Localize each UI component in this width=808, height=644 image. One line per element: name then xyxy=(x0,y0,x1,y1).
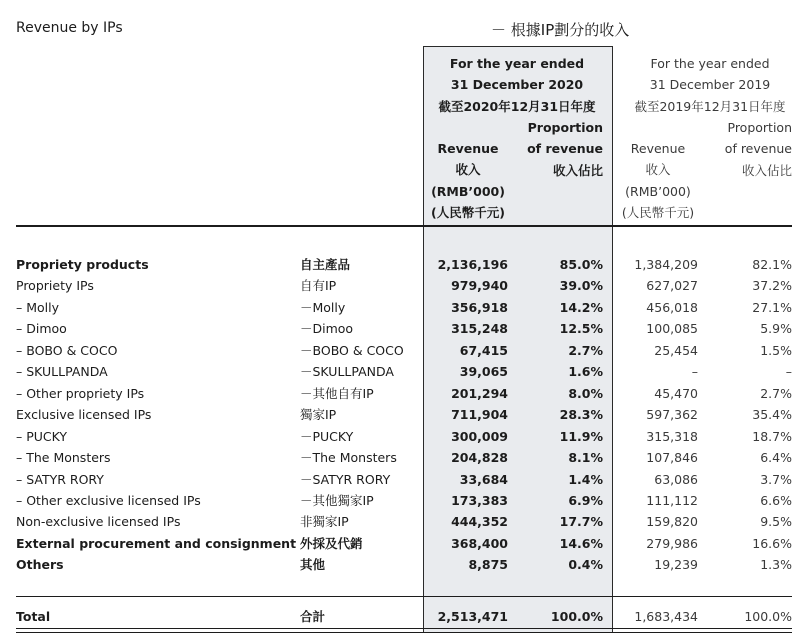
proportion-2020: 1.4% xyxy=(568,471,603,487)
proportion-2020: 11.9% xyxy=(559,428,603,444)
proportion-2020: 14.6% xyxy=(559,535,603,551)
proportion-2020: 6.9% xyxy=(568,492,603,508)
total-label-cn: 合計 xyxy=(300,609,326,624)
row-label-cn: 其他 xyxy=(300,557,326,573)
revenue-2020: 300,009 xyxy=(451,428,508,444)
table-row xyxy=(0,511,808,532)
table-row xyxy=(0,469,808,490)
revenue-2019: 19,239 xyxy=(654,557,698,573)
row-label-cn: －SKULLPANDA xyxy=(300,364,394,380)
revenue-2020: 315,248 xyxy=(451,321,508,337)
proportion-2019: 16.6% xyxy=(752,535,792,551)
row-label-cn: －Molly xyxy=(300,299,346,315)
table-row xyxy=(0,318,808,339)
header-2019-proportion: Proportion of revenue 收入佔比 xyxy=(724,120,792,178)
proportion-2019: 1.5% xyxy=(760,342,792,358)
revenue-2020: 39,065 xyxy=(459,364,508,380)
table-row xyxy=(0,340,808,361)
revenue-2019: 45,470 xyxy=(654,385,698,401)
row-label-cn: 非獨家IP xyxy=(300,514,349,530)
proportion-2020: 17.7% xyxy=(559,514,603,530)
revenue-2019: 456,018 xyxy=(646,299,698,315)
revenue-2019: 111,112 xyxy=(646,492,698,508)
revenue-2020: 8,875 xyxy=(468,557,508,573)
row-label-en: – Other exclusive licensed IPs xyxy=(16,492,201,508)
row-label-cn: －Dimoo xyxy=(300,321,354,337)
header-rule xyxy=(16,225,792,227)
total-proportion-2019: 100.0% xyxy=(744,609,792,624)
proportion-2019: 37.2% xyxy=(752,278,792,294)
header-2020-revenue: Revenue 收入 (RMB’000) (人民幣千元) xyxy=(431,141,505,220)
revenue-2019: 63,086 xyxy=(654,471,698,487)
row-label-en: – SKULLPANDA xyxy=(16,364,108,380)
row-label-en: External procurement and consignment xyxy=(16,535,297,551)
table-row xyxy=(0,297,808,318)
table-row xyxy=(0,404,808,425)
proportion-2019: 82.1% xyxy=(752,257,792,272)
proportion-2020: 85.0% xyxy=(559,257,603,272)
row-label-en: Non-exclusive licensed IPs xyxy=(16,514,181,530)
revenue-2019: 107,846 xyxy=(646,450,698,466)
row-label-en: – Dimoo xyxy=(16,321,67,337)
revenue-2020: 2,136,196 xyxy=(437,257,508,272)
row-label-en: – Molly xyxy=(16,299,59,315)
table-row xyxy=(0,254,808,275)
table-row xyxy=(0,490,808,511)
total-revenue-2020: 2,513,471 xyxy=(437,609,508,624)
proportion-2020: 28.3% xyxy=(559,407,603,423)
header-2020-period: For the year ended 31 December 2020 截至2020年12月31日年度 xyxy=(438,56,596,114)
proportion-2019: 27.1% xyxy=(752,299,792,315)
table-row xyxy=(0,361,808,382)
proportion-2019: 9.5% xyxy=(760,514,792,530)
row-label-en: Others xyxy=(16,557,64,573)
row-label-cn: 外採及代銷 xyxy=(300,535,363,551)
proportion-2019: 5.9% xyxy=(760,321,792,337)
row-label-en: Exclusive licensed IPs xyxy=(16,407,152,423)
revenue-2019: 627,027 xyxy=(646,278,698,294)
proportion-2020: 8.1% xyxy=(568,450,603,466)
section-title-cn: － 根據IP劃分的收入 xyxy=(491,21,630,39)
row-label-en: Propriety products xyxy=(16,257,149,272)
proportion-2020: 14.2% xyxy=(559,299,603,315)
revenue-2019: 315,318 xyxy=(646,428,698,444)
row-label-cn: 獨家IP xyxy=(300,407,337,423)
revenue-2019: 159,820 xyxy=(646,514,698,530)
revenue-2020: 979,940 xyxy=(451,278,508,294)
row-label-cn: －BOBO & COCO xyxy=(300,342,404,358)
row-label-cn: 自有IP xyxy=(300,278,337,294)
row-label-en: – SATYR RORY xyxy=(16,471,104,487)
total-proportion-2020: 100.0% xyxy=(550,609,603,624)
proportion-2019: 2.7% xyxy=(760,385,792,401)
row-label-cn: －PUCKY xyxy=(300,428,354,444)
table-row xyxy=(0,554,808,575)
table-row xyxy=(0,275,808,296)
row-label-cn: 自主產品 xyxy=(300,257,351,272)
revenue-2019: 100,085 xyxy=(646,321,698,337)
table-row xyxy=(0,383,808,404)
proportion-2020: 12.5% xyxy=(559,321,603,337)
row-label-en: – PUCKY xyxy=(16,428,68,444)
revenue-2019: 25,454 xyxy=(654,342,698,358)
header-2019-revenue: Revenue 收入 (RMB’000) (人民幣千元) xyxy=(621,141,695,220)
proportion-2019: 6.6% xyxy=(760,492,792,508)
proportion-2020: 2.7% xyxy=(568,342,603,358)
header-2019-period: For the year ended 31 December 2019 截至2019年12月31日年度 xyxy=(634,56,786,114)
proportion-2019: 6.4% xyxy=(760,450,792,466)
proportion-2019: 18.7% xyxy=(752,428,792,444)
row-label-cn: －其他自有IP xyxy=(300,385,374,401)
revenue-2019: 279,986 xyxy=(646,535,698,551)
proportion-2019: 1.3% xyxy=(760,557,792,573)
row-label-cn: －The Monsters xyxy=(300,450,397,466)
section-title-en: Revenue by IPs xyxy=(16,20,123,36)
proportion-2020: 0.4% xyxy=(568,557,603,573)
proportion-2020: 1.6% xyxy=(568,364,603,380)
table-row xyxy=(0,447,808,468)
revenue-2019: – xyxy=(691,364,698,380)
table-row xyxy=(0,533,808,554)
proportion-2020: 8.0% xyxy=(568,385,603,401)
total-label-en: Total xyxy=(16,609,51,624)
revenue-2020: 67,415 xyxy=(459,342,508,358)
row-label-en: – Other propriety IPs xyxy=(16,385,145,401)
revenue-2020: 356,918 xyxy=(451,299,508,315)
proportion-2020: 39.0% xyxy=(559,278,603,294)
row-label-en: – BOBO & COCO xyxy=(16,342,118,358)
revenue-2020: 33,684 xyxy=(459,471,508,487)
total-double-rule xyxy=(16,628,792,633)
revenue-2020: 173,383 xyxy=(451,492,508,508)
proportion-2019: 3.7% xyxy=(760,471,792,487)
revenue-2019: 597,362 xyxy=(646,407,698,423)
row-label-cn: －其他獨家IP xyxy=(300,492,374,508)
total-revenue-2019: 1,683,434 xyxy=(634,609,698,624)
revenue-2019: 1,384,209 xyxy=(634,257,698,272)
row-label-en: Propriety IPs xyxy=(16,278,94,294)
revenue-2020: 368,400 xyxy=(451,535,508,551)
revenue-2020: 711,904 xyxy=(451,407,508,423)
revenue-2020: 201,294 xyxy=(451,385,508,401)
row-label-en: – The Monsters xyxy=(16,450,111,466)
revenue-2020: 204,828 xyxy=(451,450,508,466)
revenue-2020: 444,352 xyxy=(451,514,508,530)
total-row xyxy=(0,606,808,627)
table-row xyxy=(0,426,808,447)
row-label-cn: －SATYR RORY xyxy=(300,471,391,487)
total-top-rule xyxy=(16,596,792,597)
header-2020-proportion: Proportion of revenue 收入佔比 xyxy=(527,120,603,178)
proportion-2019: – xyxy=(785,364,792,380)
proportion-2019: 35.4% xyxy=(752,407,792,423)
